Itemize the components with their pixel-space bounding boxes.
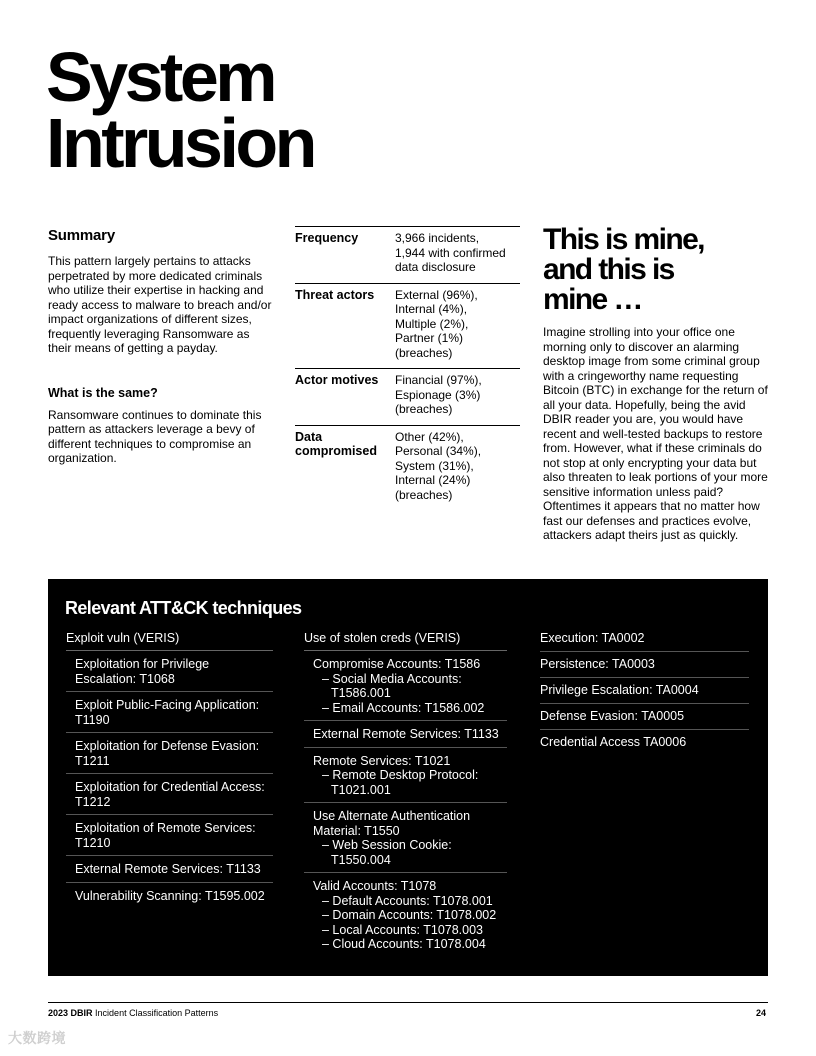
summary-heading: Summary [48, 227, 115, 244]
fact-value-line: 3,966 incidents, [395, 231, 480, 245]
fact-key: Threat actors [295, 287, 375, 302]
pull-quote-text: Imagine strolling into your office one morning only to discover an alarming desktop image from some criminal group with a cringeworthy name requesting Bitcoin (BTC) in exchange for the return of all your data. Hopefully, being the avid DBIR reader you are, you would have recent and well-tested backups to restore from. However, what if these criminals do not stop at only encrypting your data but also threaten to leak portions of your more sensitive information unless paid? Oftentimes it appears that no matter how fast our defenses and practices evolve, attackers adapt theirs just as quickly. [543, 325, 768, 542]
fact-value-line: (breaches) [395, 487, 453, 502]
fact-row [295, 284, 520, 370]
technique-item [304, 873, 507, 957]
fact-value [395, 430, 481, 503]
fact-value-line: Partner (1%) [395, 331, 464, 345]
same-text: Ransomware continues to dominate this pattern as attackers leverage a bevy of different techniques to compromise an organization. [48, 407, 262, 465]
technique-item [304, 748, 507, 804]
technique-item [66, 733, 273, 774]
technique-item [66, 692, 273, 733]
fact-value-line: Other (42%), [395, 429, 464, 444]
technique-list [304, 651, 507, 957]
fact-value-line: (breaches) [395, 402, 453, 416]
pull-quote-line-1: This is mine, [543, 223, 704, 256]
fact-value-line: External (96%), [395, 287, 478, 302]
technique-name: Exploitation for Credential Access: T1212 [75, 780, 265, 809]
fact-key: Data compromised [295, 429, 377, 458]
sub-technique: – Social Media Accounts: T1586.001 [322, 671, 462, 700]
attck-column-stolen-creds [304, 631, 507, 957]
footer-divider [48, 1002, 768, 1003]
column-heading: Exploit vuln (VERIS) [66, 631, 273, 651]
fact-value-line: data disclosure [395, 260, 476, 274]
fact-key: Frequency [295, 231, 359, 245]
title-line-2: Intrusion [46, 104, 314, 182]
fact-key: Actor motives [295, 373, 379, 387]
fact-value-line: Espionage (3%) [395, 387, 481, 402]
sub-technique: – Default Accounts: T1078.001 [322, 893, 493, 908]
technique-name: Valid Accounts: T1078 [313, 879, 437, 893]
technique-item [66, 651, 273, 692]
footer-label [48, 1008, 218, 1018]
technique-item [66, 856, 273, 883]
fact-value-line: (breaches) [395, 345, 453, 360]
tactic-item: Persistence: TA0003 [540, 652, 749, 678]
attck-column-tactics [540, 631, 749, 755]
technique-name: Exploitation of Remote Services: T1210 [75, 821, 256, 850]
technique-name: Remote Services: T1021 [313, 753, 451, 768]
technique-name: Exploit Public-Facing Application: T1190 [75, 698, 260, 727]
technique-item [304, 721, 507, 748]
fact-value-line: Personal (34%), [395, 444, 482, 458]
technique-name: Exploitation for Defense Evasion: T1211 [75, 739, 260, 768]
fact-value-line: Internal (4%), [395, 302, 468, 316]
tactic-item: Credential Access TA0006 [540, 735, 687, 749]
technique-item [66, 883, 273, 909]
summary-section [48, 227, 274, 466]
fact-value-line: 1,944 with confirmed [395, 245, 506, 260]
fact-value [395, 231, 506, 275]
page-title [46, 38, 314, 182]
sub-technique: – Web Session Cookie: T1550.004 [322, 838, 452, 867]
tactic-item: Defense Evasion: TA0005 [540, 704, 749, 730]
sub-technique: – Email Accounts: T1586.002 [322, 700, 485, 715]
fact-value [395, 288, 478, 361]
facts-table [295, 226, 520, 510]
attck-heading: Relevant ATT&CK techniques [65, 598, 302, 618]
fact-value-line: Multiple (2%), [395, 316, 469, 331]
technique-item [66, 815, 273, 856]
technique-item [304, 803, 507, 873]
attck-panel [48, 579, 768, 976]
technique-item [66, 774, 273, 815]
sub-technique: – Remote Desktop Protocol: T1021.001 [322, 768, 479, 797]
attck-column-exploit-vuln [66, 631, 273, 908]
pull-quote-heading [543, 225, 775, 315]
technique-name: Exploitation for Privilege Escalation: T1068 [75, 657, 210, 686]
fact-value-line: Financial (97%), [395, 373, 482, 387]
technique-list [66, 651, 273, 908]
title-line-1: System [46, 38, 275, 116]
column-heading: Use of stolen creds (VERIS) [304, 631, 507, 651]
summary-text: This pattern largely pertains to attacks perpetrated by more dedicated criminals who utilize their expertise in hacking and ready access to malware to breach and/or impact organizations of different sizes, frequently leveraging Ransomware as their means of getting a payday. [48, 254, 272, 355]
pull-quote-section [543, 225, 775, 543]
page-number: 24 [756, 1008, 767, 1018]
technique-name: Use Alternate Authentication Material: T1550 [313, 809, 471, 838]
fact-value [395, 373, 482, 417]
sub-technique: – Local Accounts: T1078.003 [322, 922, 483, 937]
technique-name: Compromise Accounts: T1586 [313, 657, 481, 671]
fact-row [295, 426, 520, 511]
tactic-item: Execution: TA0002 [540, 631, 749, 652]
footer-report: 2023 DBIR [48, 1008, 93, 1018]
fact-value-line: Internal (24%) [395, 473, 471, 487]
technique-name: External Remote Services: T1133 [75, 862, 261, 876]
technique-item [304, 651, 507, 721]
technique-name: External Remote Services: T1133 [313, 727, 499, 741]
watermark-logo: 大数跨境 [8, 1030, 66, 1046]
technique-name: Vulnerability Scanning: T1595.002 [75, 888, 265, 903]
sub-technique: – Domain Accounts: T1078.002 [322, 908, 497, 922]
fact-row [295, 227, 520, 284]
tactic-item: Privilege Escalation: TA0004 [540, 678, 749, 704]
pull-quote-line-3: mine … [543, 283, 642, 316]
footer-section: Incident Classification Patterns [95, 1008, 219, 1018]
fact-row [295, 369, 520, 426]
same-heading: What is the same? [48, 385, 158, 400]
sub-technique: – Cloud Accounts: T1078.004 [322, 937, 486, 951]
pull-quote-line-2: and this is [543, 253, 674, 286]
fact-value-line: System (31%), [395, 458, 474, 473]
